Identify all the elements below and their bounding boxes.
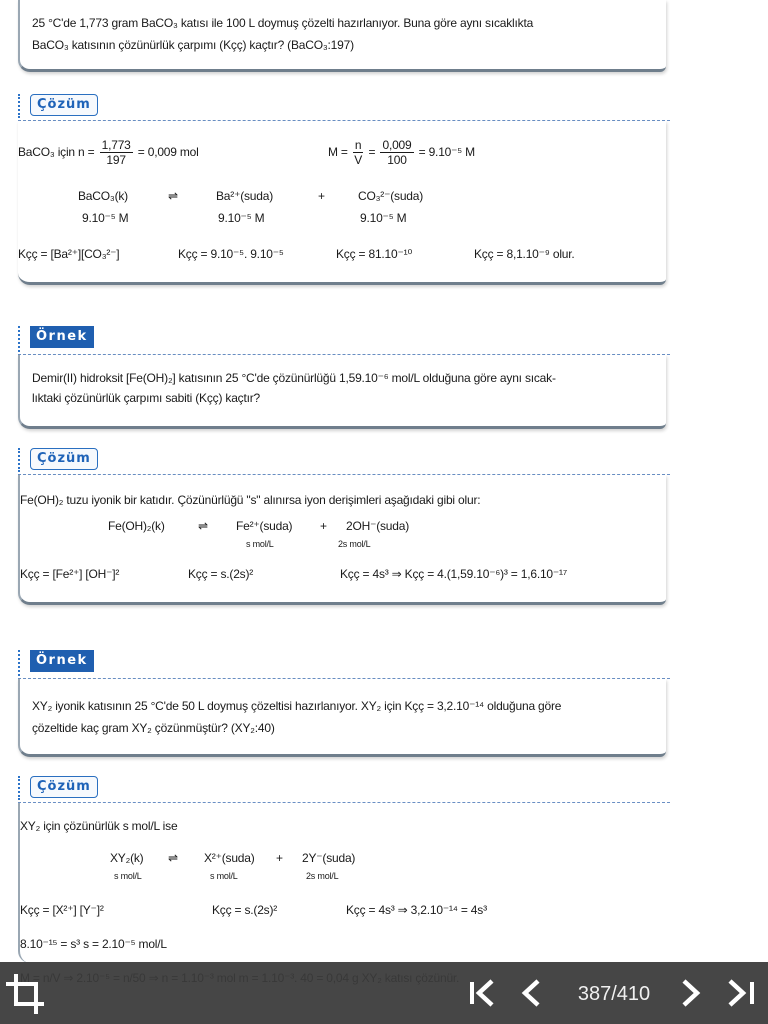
dotted-marker xyxy=(18,776,22,800)
m-denominator: V xyxy=(354,153,363,168)
ksp-3-expr-1: Kçç = [X²⁺] [Y⁻]² xyxy=(20,903,104,917)
reaction-1-arrow: ⇌ xyxy=(168,189,178,203)
reaction-2-product-1: Fe²⁺(suda) xyxy=(236,519,293,533)
reaction-3-conc-3: 2s mol/L xyxy=(306,871,339,881)
solution-2-intro: Fe(OH)₂ tuzu iyonik bir katıdır. Çözünürlüğü "s" alınırsa iyon derişimleri aşağıdaki gibi olur: xyxy=(20,493,481,507)
ksp-3-expr-2: Kçç = s.(2s)² xyxy=(212,903,278,917)
ksp-1-expr-1: Kçç = [Ba²⁺][CO₃²⁻] xyxy=(18,247,120,261)
next-page-icon xyxy=(676,976,706,1010)
example-2-line-1: Demir(II) hidroksit [Fe(OH)₂] katısının 25 °C'de çözünürlüğü 1,59.10⁻⁶ mol/L olduğuna göre aynı sıcak- xyxy=(32,371,556,385)
m-fraction-2 xyxy=(380,138,413,167)
ksp-1-expr-3: Kçç = 81.10⁻¹⁰ xyxy=(336,247,413,261)
problem-card-1 xyxy=(18,0,666,72)
solution-card-2 xyxy=(18,475,666,605)
solution-2-header xyxy=(18,448,670,475)
example-card-3 xyxy=(18,679,666,757)
example-2-tag: Örnek xyxy=(30,326,94,348)
solution-3-intro: XY₂ için çözünürlük s mol/L ise xyxy=(20,819,178,833)
problem-1-line-2: BaCO₃ katısının çözünürlük çarpımı (Kçç) kaçtır? (BaCO₃:197) xyxy=(32,38,354,52)
m-denominator-2: 100 xyxy=(387,153,407,168)
ksp-2-expr-2: Kçç = s.(2s)² xyxy=(188,567,254,581)
m-numerator-2: 0,009 xyxy=(382,138,412,153)
solution-2-tag: Çözüm xyxy=(30,448,98,470)
reaction-1-product-1: Ba²⁺(suda) xyxy=(216,189,274,203)
previous-page-button[interactable] xyxy=(516,976,546,1010)
reaction-2-conc-2: 2s mol/L xyxy=(338,539,371,549)
example-card-2 xyxy=(18,355,666,429)
example-3-tag: Örnek xyxy=(30,650,94,672)
n-result: = 0,009 mol xyxy=(137,145,199,159)
previous-page-icon xyxy=(516,976,546,1010)
solubility-result: 8.10⁻¹⁵ = s³ s = 2.10⁻⁵ mol/L xyxy=(20,937,167,951)
dotted-marker xyxy=(18,650,22,676)
reaction-3-conc-2: s mol/L xyxy=(210,871,238,881)
reaction-1-conc-2: 9.10⁻⁵ M xyxy=(218,211,265,225)
skip-to-last-icon xyxy=(724,976,760,1010)
first-page-button[interactable] xyxy=(466,976,500,1010)
solution-1-header xyxy=(18,94,670,121)
n-fraction xyxy=(100,138,133,167)
crop-button[interactable] xyxy=(4,970,48,1016)
page-counter: 387/410 xyxy=(577,983,651,1005)
solution-1-molarity-calc xyxy=(328,137,475,167)
example-3-header xyxy=(18,650,670,679)
reaction-1-plus: + xyxy=(318,189,325,203)
m-prefix: M = xyxy=(328,145,348,159)
reaction-3-plus: + xyxy=(276,851,283,865)
solution-card-1 xyxy=(18,121,666,285)
reaction-2-plus: + xyxy=(320,519,327,533)
reaction-3-reactant: XY₂(k) xyxy=(110,851,144,865)
reaction-2-reactant: Fe(OH)₂(k) xyxy=(108,519,165,533)
reaction-2-arrow: ⇌ xyxy=(198,519,208,533)
reaction-3-product-1: X²⁺(suda) xyxy=(204,851,255,865)
solution-3-header xyxy=(18,776,670,803)
example-3-line-2: çözeltide kaç gram XY₂ çözünmüştür? (XY₂:40) xyxy=(32,721,275,735)
example-2-header xyxy=(18,326,670,355)
last-page-button[interactable] xyxy=(724,976,760,1010)
crop-icon xyxy=(4,970,48,1016)
reader-toolbar xyxy=(0,962,768,1024)
dotted-marker xyxy=(18,448,22,472)
n-numerator: 1,773 xyxy=(101,138,131,153)
reaction-2-product-2: 2OH⁻(suda) xyxy=(346,519,410,533)
dotted-marker xyxy=(18,94,22,118)
next-page-button[interactable] xyxy=(676,976,706,1010)
ksp-3-expr-3: Kçç = 4s³ ⇒ 3,2.10⁻¹⁴ = 4s³ xyxy=(346,903,487,917)
reaction-3-conc-1: s mol/L xyxy=(114,871,142,881)
ksp-1-expr-4: Kçç = 8,1.10⁻⁹ olur. xyxy=(474,247,575,261)
example-3-line-1: XY₂ iyonik katısının 25 °C'de 50 L doymuş çözeltisi hazırlanıyor. XY₂ için Kçç = 3,2.10⁻¹⁴ olduğuna göre xyxy=(32,699,562,713)
solution-1-mole-calc xyxy=(18,137,199,167)
m-numerator: n xyxy=(354,138,362,153)
ksp-2-expr-3: Kçç = 4s³ ⇒ Kçç = 4.(1,59.10⁻⁶)³ = 1,6.10⁻¹⁷ xyxy=(340,567,567,581)
reaction-1-product-2: CO₃²⁻(suda) xyxy=(358,189,424,203)
skip-to-first-icon xyxy=(466,976,500,1010)
solution-3-tag: Çözüm xyxy=(30,776,98,798)
reaction-1-conc-1: 9.10⁻⁵ M xyxy=(82,211,129,225)
m-equals: = xyxy=(368,145,376,159)
problem-1-line-1: 25 °C'de 1,773 gram BaCO₃ katısı ile 100 L doymuş çözelti hazırlanıyor. Buna göre aynı sıcaklıkta xyxy=(32,16,534,30)
ksp-1-expr-2: Kçç = 9.10⁻⁵. 9.10⁻⁵ xyxy=(178,247,284,261)
n-denominator: 197 xyxy=(106,153,126,168)
n-prefix: BaCO₃ için n = xyxy=(18,145,95,159)
m-result: = 9.10⁻⁵ M xyxy=(418,145,475,159)
solution-1-tag: Çözüm xyxy=(30,94,98,116)
reaction-1-conc-3: 9.10⁻⁵ M xyxy=(360,211,407,225)
example-2-line-2: lıktaki çözünürlük çarpımı sabiti (Kçç) kaçtır? xyxy=(32,391,261,405)
m-fraction xyxy=(353,138,363,167)
reaction-1-reactant: BaCO₃(k) xyxy=(78,189,128,203)
dotted-marker xyxy=(18,326,22,352)
solution-card-3 xyxy=(18,803,666,963)
reaction-3-product-2: 2Y⁻(suda) xyxy=(302,851,356,865)
ksp-2-expr-1: Kçç = [Fe²⁺] [OH⁻]² xyxy=(20,567,120,581)
reaction-2-conc-1: s mol/L xyxy=(246,539,274,549)
reaction-3-arrow: ⇌ xyxy=(168,851,178,865)
